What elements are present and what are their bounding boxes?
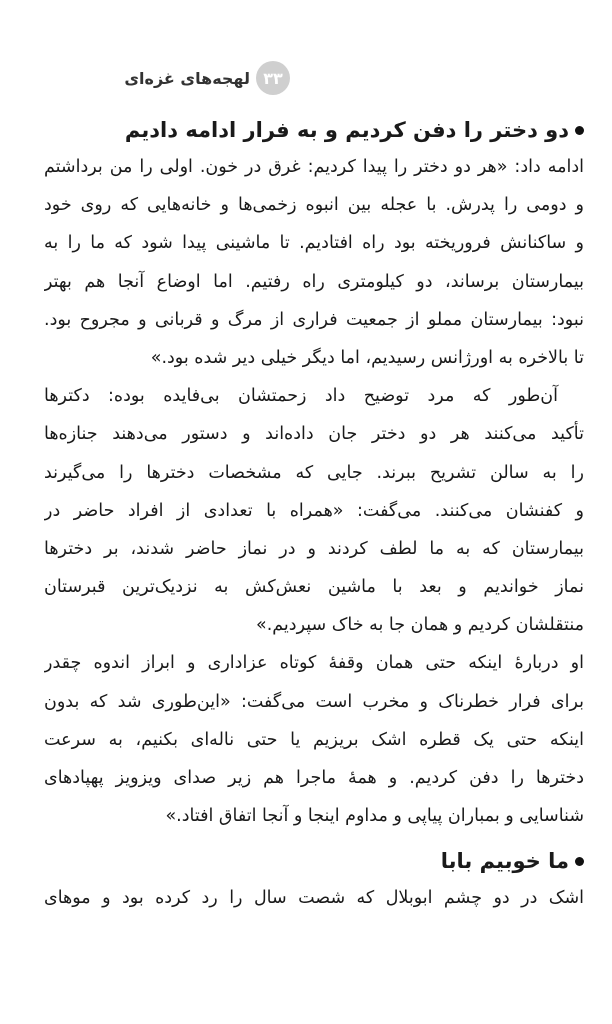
text-line: بیمارستان برساند، دو کیلومتری راه رفتیم. اما اوضاع آنجا هم بهتر	[44, 271, 584, 292]
running-head	[110, 60, 290, 96]
text-line: اینکه حتی یک قطره اشک بریزیم یا حتی ناله‌ای بکنیم، به سرعت	[44, 729, 584, 750]
text-line: آن‌طور که مرد توضیح داد زحمتشان بی‌فایده بوده: دکترها	[44, 386, 558, 407]
text-line: تا بالاخره به اورژانس رسیدیم، اما دیگر خیلی دیر شده بود.»	[150, 347, 584, 368]
section-heading	[44, 843, 584, 879]
running-title: لهجه‌های غزه‌ای	[124, 68, 250, 88]
section-gap	[44, 835, 584, 843]
text-line: ادامه داد: «هر دو دختر را پیدا کردیم: غرق در خون. اولی را من برداشتم	[44, 157, 584, 177]
text-line: بیمارستان که به ما لطف کردند و در نماز حاضر شدند، بر دخترها	[44, 538, 584, 559]
bullet-icon	[575, 126, 584, 135]
section-heading-text: دو دختر را دفن کردیم و به فرار ادامه دادیم	[124, 118, 569, 142]
text-line: را به سالن تشریح ببرند. جایی که مشخصات دخترها را می‌گیرند	[44, 462, 584, 483]
paragraph	[44, 879, 584, 917]
paragraph	[44, 377, 584, 644]
text-line: منتقلشان کردیم و همان جا به خاک سپردیم.»	[256, 615, 584, 636]
paragraph	[44, 148, 584, 377]
text-line: تأکید می‌کنند هر دو دختر جان داده‌اند و دستور می‌دهند جنازه‌ها	[44, 424, 584, 445]
bullet-icon	[575, 857, 584, 866]
text-line: برای فرار خطرناک و مخرب است می‌گفت: «این‌طوری شد که بدون	[44, 691, 584, 712]
section-heading	[44, 112, 584, 148]
page-content	[44, 112, 584, 918]
text-line: شناسایی و بمباران پیاپی و مداوم اینجا و آنجا اتفاق افتاد.»	[165, 806, 584, 827]
text-line: اشک در دو چشم ابوبلال که شصت سال را رد کرده بود و موهای	[44, 888, 584, 909]
text-line: نبود: بیمارستان مملو از جمعیت فراری از مرگ و قربانی و مجروح بود.	[44, 309, 584, 330]
text-line: نماز خواندیم و بعد با ماشین نعش‌کش به نزدیک‌ترین قبرستان	[44, 577, 584, 598]
text-line: او دربارهٔ اینکه حتی همان وقفهٔ کوتاه عزاداری و ابراز اندوه چقدر	[44, 653, 584, 674]
text-line: و ساکنانش فروریخته بود راه افتادیم. تا ماشینی پیدا شود که ما را به	[44, 233, 584, 254]
page-number-badge: ٣٣	[256, 61, 290, 95]
text-line: دخترها را دفن کردیم. و همهٔ ماجرا هم زیر صدای ویزویز پهپادهای	[44, 768, 584, 788]
text-line: و کفنشان می‌کنند. می‌گفت: «همراه با تعدادی از افراد حاضر در	[44, 500, 584, 521]
section-heading-text: ما خوبیم بابا	[440, 849, 569, 874]
text-line: و دومی را پدرش. با عجله بین انبوه زخمی‌ها و خانه‌هایی که روی خود	[44, 195, 584, 216]
paragraph	[44, 644, 584, 835]
